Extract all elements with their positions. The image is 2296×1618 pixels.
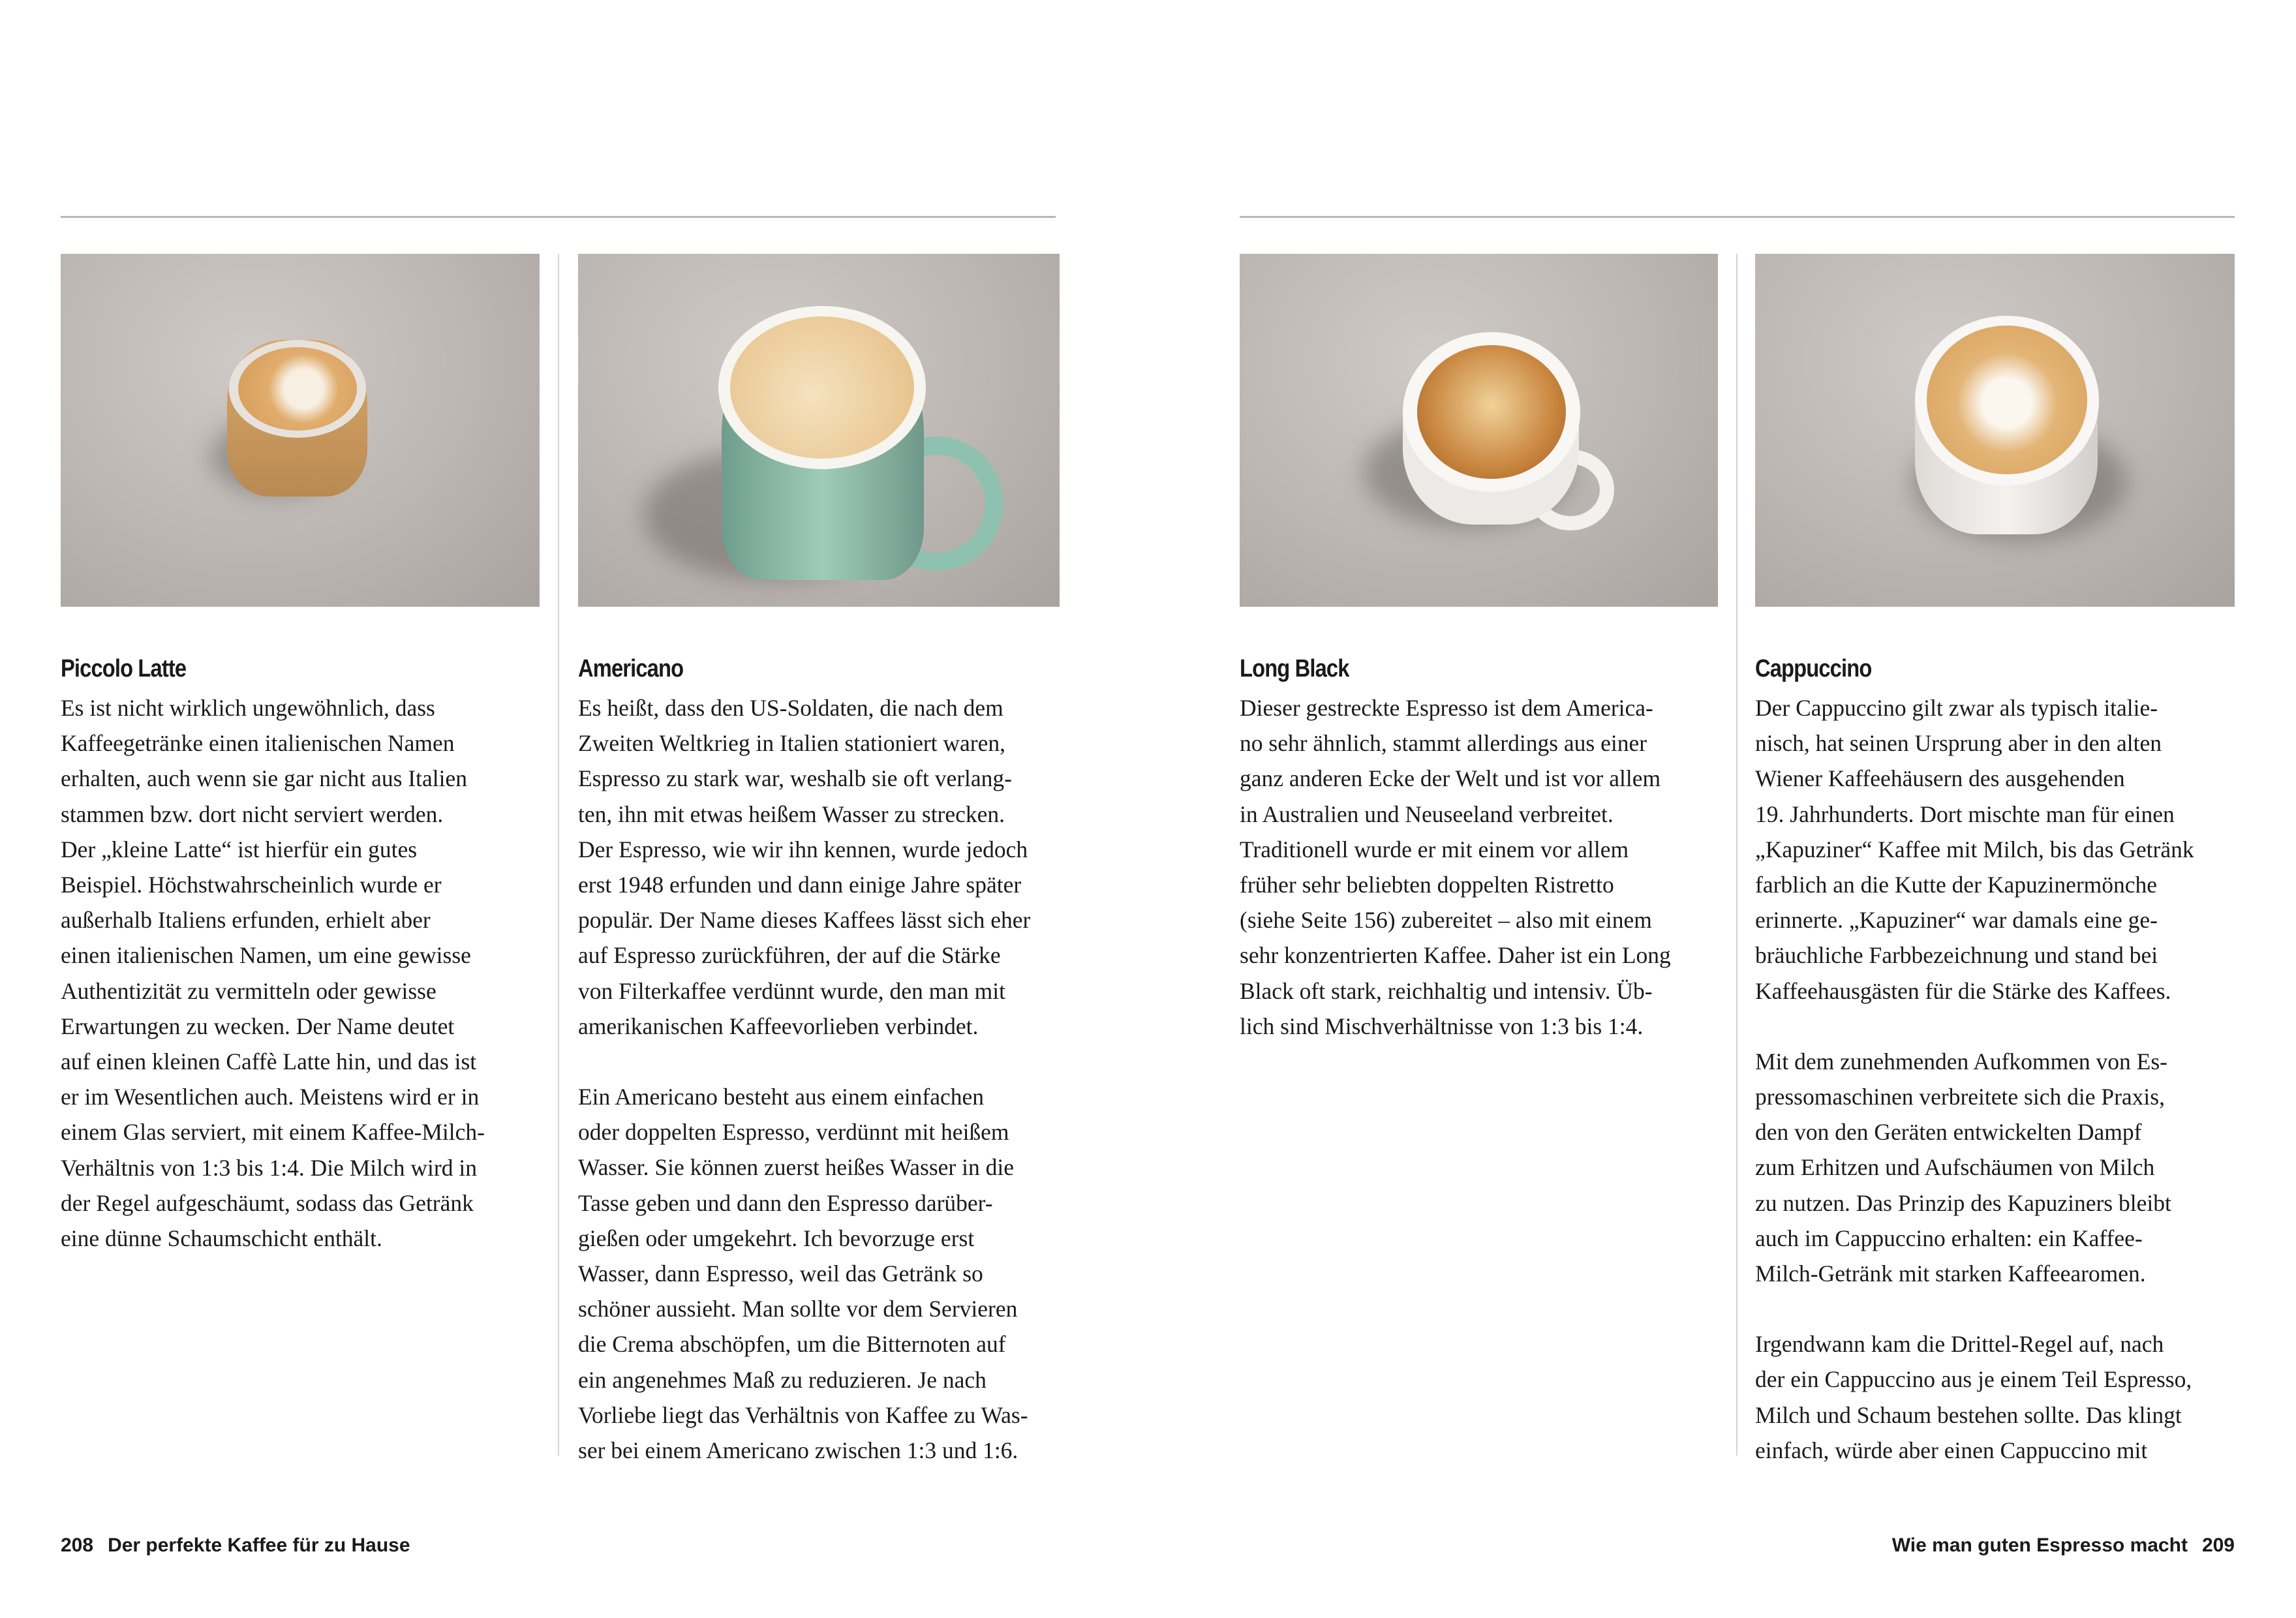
text-line: farblich an die Kutte der Kapuzinermönche	[1755, 872, 2158, 898]
text-line: lich sind Mischverhältnisse von 1:3 bis 1:4.	[1240, 1013, 1644, 1039]
page-number: 208	[61, 1534, 94, 1556]
section-title: Long Black	[1240, 655, 1349, 682]
text-line: erinnerte. „Kapuziner“ war damals eine ge-	[1755, 907, 2158, 934]
section-piccolo-latte	[61, 651, 543, 1291]
text-line: Irgendwann kam die Drittel-Regel auf, nach	[1755, 1331, 2164, 1358]
text-line: der ein Cappuccino aus je einem Teil Espresso,	[1755, 1366, 2192, 1393]
column-divider	[1736, 254, 1737, 1456]
paragraph	[578, 690, 1061, 1044]
section-cappuccino	[1755, 651, 2238, 1503]
text-line: früher sehr beliebten doppelten Ristretto	[1240, 872, 1614, 898]
text-line: auch im Cappuccino erhalten: ein Kaffee-	[1755, 1225, 2143, 1251]
section-title: Piccolo Latte	[61, 655, 187, 682]
text-line: außerhalb Italiens erfunden, erhielt aber	[61, 907, 431, 934]
paragraph	[1240, 690, 1722, 1044]
text-line: gießen oder umgekehrt. Ich bevorzuge erst	[578, 1225, 975, 1251]
text-line: Wasser. Sie können zuerst heißes Wasser in die	[578, 1154, 1014, 1181]
text-line: auf einen kleinen Caffè Latte hin, und das ist	[61, 1048, 477, 1075]
text-line: ganz anderen Ecke der Welt und ist vor allem	[1240, 765, 1661, 792]
text-line: von Filterkaffee verdünnt wurde, den man mit	[578, 977, 1005, 1004]
text-line: der Regel aufgeschäumt, sodass das Getränk	[61, 1189, 474, 1216]
text-line: pressomaschinen verbreitete sich die Praxis,	[1755, 1084, 2165, 1110]
top-rule-left	[61, 216, 1056, 218]
text-line: die Crema abschöpfen, um die Bitternoten auf	[578, 1331, 1006, 1358]
text-line: Authentizität zu vermitteln oder gewisse	[61, 977, 436, 1004]
column-divider	[558, 254, 559, 1456]
text-line: in Australien und Neuseeland verbreitet.	[1240, 801, 1614, 827]
text-line: auf Espresso zurückführen, der auf die Stärke	[578, 942, 1001, 969]
photo-cappuccino	[1755, 254, 2235, 607]
text-line: populär. Der Name dieses Kaffees lässt sich eher	[578, 907, 1031, 934]
text-line: Mit dem zunehmenden Aufkommen von Es-	[1755, 1048, 2167, 1075]
text-line: bräuchliche Farbbezeichnung und stand bei	[1755, 942, 2158, 969]
text-line: Zweiten Weltkrieg in Italien stationiert waren,	[578, 730, 1005, 757]
text-line: Black oft stark, reichhaltig und intensiv. Üb-	[1240, 977, 1653, 1004]
paragraph	[61, 690, 543, 1256]
running-title: Der perfekte Kaffee für zu Hause	[108, 1534, 410, 1556]
text-line: einfach, würde aber einen Cappuccino mit	[1755, 1437, 2148, 1463]
text-line: 19. Jahrhunderts. Dort mischte man für einen	[1755, 801, 2175, 827]
text-line: Der „kleine Latte“ ist hierfür ein gutes	[61, 836, 418, 862]
text-line: Ein Americano besteht aus einem einfachen	[578, 1084, 984, 1110]
text-line: einem Glas serviert, mit einem Kaffee-Milch-	[61, 1119, 485, 1146]
text-line: Dieser gestreckte Espresso ist dem America-	[1240, 695, 1653, 721]
photo-long-black	[1240, 254, 1718, 607]
text-line: amerikanischen Kaffeevorlieben verbindet.	[578, 1013, 979, 1039]
text-line: erst 1948 erfunden und dann einige Jahre später	[578, 872, 1022, 898]
paragraph	[578, 1079, 1061, 1468]
text-line: no sehr ähnlich, stammt allerdings aus einer	[1240, 730, 1647, 757]
text-line: Kaffeegetränke einen italienischen Namen	[61, 730, 455, 757]
text-line: erhalten, auch wenn sie gar nicht aus Italien	[61, 765, 467, 792]
text-line: einen italienischen Namen, um eine gewisse	[61, 942, 471, 969]
text-line: Wasser, dann Espresso, weil das Getränk so	[578, 1260, 983, 1287]
text-line: Milch und Schaum bestehen sollte. Das klingt	[1755, 1401, 2182, 1428]
text-line: ein angenehmes Maß zu reduzieren. Je nach	[578, 1366, 987, 1393]
text-line: Erwartungen zu wecken. Der Name deutet	[61, 1013, 455, 1039]
photo-americano	[578, 254, 1060, 607]
text-line: Milch-Getränk mit starken Kaffeearomen.	[1755, 1260, 2146, 1287]
section-americano	[578, 651, 1061, 1503]
text-line: (siehe Seite 156) zubereitet – also mit einem	[1240, 907, 1652, 934]
text-line: Beispiel. Höchstwahrscheinlich wurde er	[61, 872, 442, 898]
top-rule-right	[1240, 216, 2235, 218]
text-line: Vorliebe liegt das Verhältnis von Kaffee zu Was-	[578, 1401, 1028, 1428]
photo-piccolo-latte	[61, 254, 540, 607]
text-line: Traditionell wurde er mit einem vor allem	[1240, 836, 1629, 862]
text-line: zu nutzen. Das Prinzip des Kapuziners bleibt	[1755, 1189, 2171, 1216]
paragraph	[1755, 1044, 2238, 1291]
text-line: Der Cappuccino gilt zwar als typisch italie-	[1755, 695, 2158, 721]
text-line: Der Espresso, wie wir ihn kennen, wurde jedoch	[578, 836, 1028, 862]
text-line: ten, ihn mit etwas heißem Wasser zu strecken.	[578, 801, 1005, 827]
section-title: Cappuccino	[1755, 655, 1872, 682]
text-line: Es ist nicht wirklich ungewöhnlich, dass	[61, 695, 435, 721]
footer-left	[61, 1534, 410, 1557]
running-title: Wie man guten Espresso macht	[1891, 1534, 2188, 1556]
text-line: Tasse geben und dann den Espresso darüber-	[578, 1189, 993, 1216]
text-line: eine dünne Schaumschicht enthält.	[61, 1225, 382, 1252]
text-line: nisch, hat seinen Ursprung aber in den alten	[1755, 730, 2162, 757]
text-line: ser bei einem Americano zwischen 1:3 und 1:6.	[578, 1437, 1018, 1464]
text-line: oder doppelten Espresso, verdünnt mit heißem	[578, 1119, 1009, 1146]
text-line: den von den Geräten entwickelten Dampf	[1755, 1119, 2142, 1146]
page-number: 209	[2201, 1534, 2235, 1556]
section-title: Americano	[578, 655, 684, 682]
text-line: Verhältnis von 1:3 bis 1:4. Die Milch wird in	[61, 1154, 477, 1181]
text-line: Es heißt, dass den US-Soldaten, die nach dem	[578, 695, 1003, 721]
text-line: Wiener Kaffeehäusern des ausgehenden	[1755, 765, 2125, 792]
text-line: zum Erhitzen und Aufschäumen von Milch	[1755, 1154, 2155, 1181]
text-line: er im Wesentlichen auch. Meistens wird er in	[61, 1084, 480, 1110]
paragraph	[1755, 1326, 2238, 1468]
text-line: Espresso zu stark war, weshalb sie oft verlang-	[578, 765, 1012, 792]
footer-right	[1892, 1534, 2235, 1557]
text-line: sehr konzentrierten Kaffee. Daher ist ein Long	[1240, 942, 1671, 969]
paragraph	[1755, 690, 2238, 1009]
text-line: „Kapuziner“ Kaffee mit Milch, bis das Getränk	[1755, 836, 2194, 862]
section-long-black	[1240, 651, 1722, 1079]
text-line: Kaffeehausgästen für die Stärke des Kaffees.	[1755, 977, 2171, 1004]
text-line: schöner aussieht. Man sollte vor dem Servieren	[578, 1296, 1018, 1322]
text-line: stammen bzw. dort nicht serviert werden.	[61, 801, 444, 827]
